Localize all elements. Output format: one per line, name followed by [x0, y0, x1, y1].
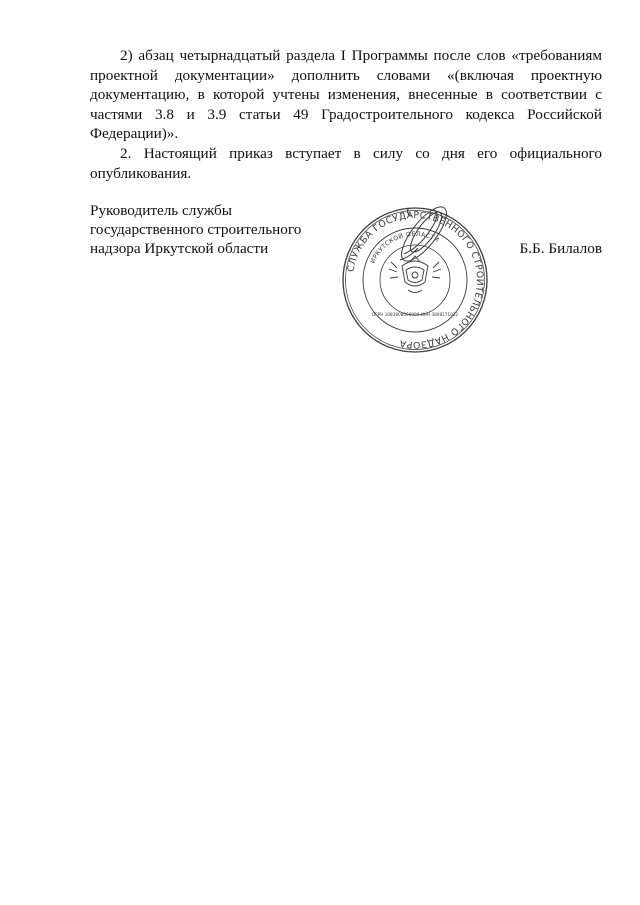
official-seal	[340, 194, 490, 354]
document-body	[90, 46, 602, 183]
signature-block	[90, 202, 602, 352]
seal-outer-ring	[343, 208, 487, 352]
signer-position-line: Руководитель службы	[90, 202, 232, 219]
coat-of-arms-icon	[389, 256, 441, 293]
effective-date-paragraph: 2. Настоящий приказ вступает в силу со дня его официального опубликования.	[90, 144, 602, 182]
seal-outer-text: СЛУЖБА ГОСУДАРСТВЕННОГО СТРОИТЕЛЬНОГО НАДЗОРА	[345, 209, 486, 351]
signer-position-line: государственного строительного	[90, 220, 302, 238]
official-seal-image	[340, 194, 490, 354]
seal-inner-text: ИРКУТСКОЙ ОБЛАСТИ	[369, 230, 441, 265]
signer-position-line: надзора Иркутской области	[90, 239, 269, 257]
amendment-paragraph: 2) абзац четырнадцатый раздела I Программы после слов «требованиям проектной документации» дополнить словами «(включая проектную документацию, в которой учтены изменения, внесенные в соответствии с частями 3.8 и 3.9 статьи 49 Градостроительного кодекса Российской Федерации)».	[90, 47, 602, 143]
seal-registration-text: ОГРН 1083808000909 ИНН 3808171022	[371, 312, 459, 317]
signer-name: Б.Б. Билалов	[519, 239, 602, 257]
signer-position	[90, 202, 301, 258]
